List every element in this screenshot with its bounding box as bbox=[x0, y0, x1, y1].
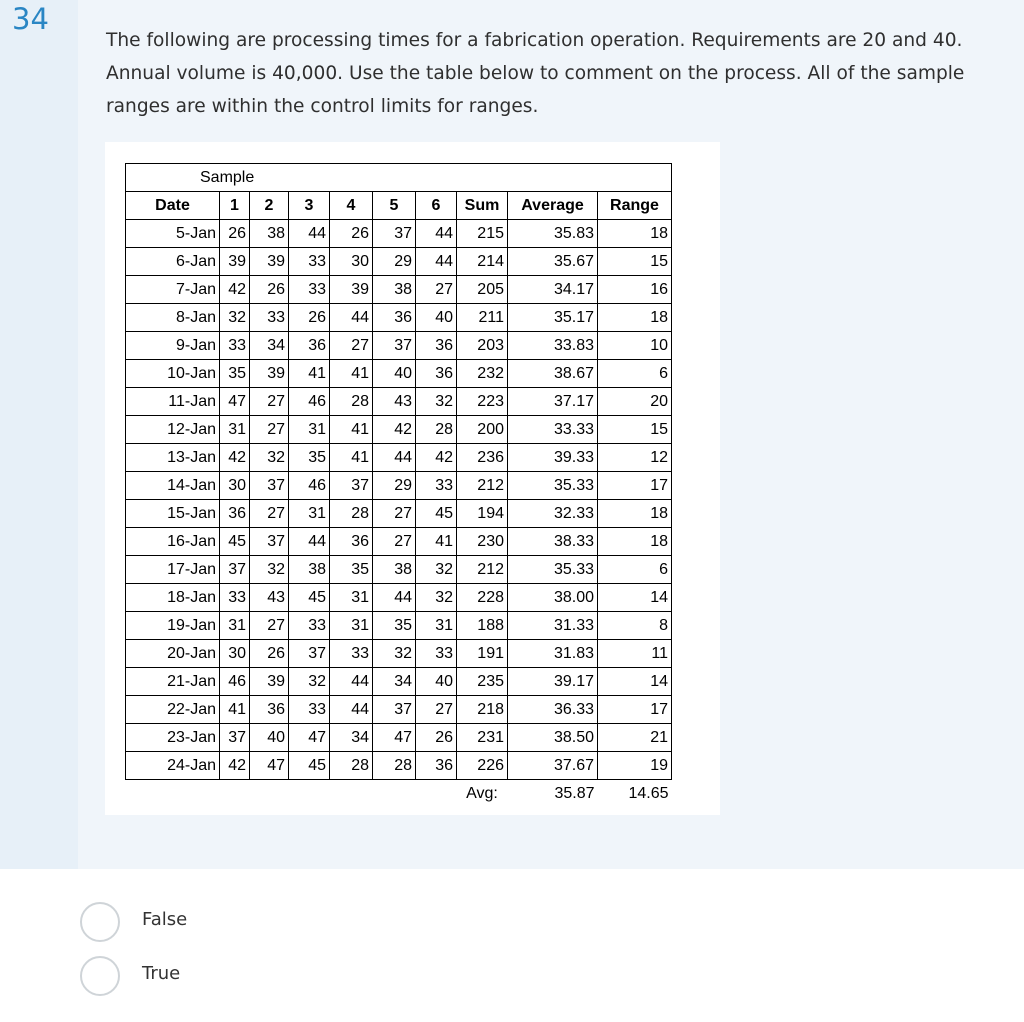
table-row bbox=[126, 724, 672, 752]
table-cell: 15 bbox=[598, 248, 672, 276]
table-cell: 29 bbox=[373, 248, 416, 276]
answer-options bbox=[80, 900, 380, 1008]
date-cell: 12-Jan bbox=[126, 416, 220, 444]
table-cell: 32 bbox=[250, 444, 289, 472]
table-cell: 223 bbox=[457, 388, 508, 416]
table-cell: 26 bbox=[250, 640, 289, 668]
table-cell: 39.17 bbox=[508, 668, 598, 696]
table-cell: 212 bbox=[457, 556, 508, 584]
table-cell: 17 bbox=[598, 696, 672, 724]
column-header: 2 bbox=[250, 192, 289, 220]
table-cell: 32 bbox=[373, 640, 416, 668]
table-cell: 30 bbox=[330, 248, 373, 276]
table-cell: 39 bbox=[250, 360, 289, 388]
table-row bbox=[126, 472, 672, 500]
table-cell: 34 bbox=[330, 724, 373, 752]
table-cell: 44 bbox=[416, 248, 457, 276]
table-cell: 37 bbox=[220, 724, 250, 752]
table-cell: 45 bbox=[289, 752, 330, 780]
table-cell: 194 bbox=[457, 500, 508, 528]
table-cell: 35 bbox=[220, 360, 250, 388]
table-cell: 31 bbox=[330, 584, 373, 612]
column-header: Average bbox=[508, 192, 598, 220]
table-cell: 31 bbox=[289, 500, 330, 528]
table-cell: 27 bbox=[250, 388, 289, 416]
date-cell: 6-Jan bbox=[126, 248, 220, 276]
option-true[interactable] bbox=[80, 954, 380, 1008]
table-row bbox=[126, 556, 672, 584]
table-cell: 36 bbox=[250, 696, 289, 724]
table-cell: 41 bbox=[220, 696, 250, 724]
table-row bbox=[126, 612, 672, 640]
option-false[interactable] bbox=[80, 900, 380, 954]
table-row bbox=[126, 500, 672, 528]
table-cell: 18 bbox=[598, 304, 672, 332]
table-cell: 44 bbox=[330, 696, 373, 724]
table-cell: 27 bbox=[330, 332, 373, 360]
table-cell: 38.00 bbox=[508, 584, 598, 612]
table-cell: 39 bbox=[250, 248, 289, 276]
average-row-spacer bbox=[126, 780, 457, 808]
table-cell: 37 bbox=[330, 472, 373, 500]
table-row bbox=[126, 640, 672, 668]
table-cell: 44 bbox=[289, 220, 330, 248]
date-cell: 20-Jan bbox=[126, 640, 220, 668]
table-cell: 40 bbox=[373, 360, 416, 388]
table-cell: 16 bbox=[598, 276, 672, 304]
date-cell: 9-Jan bbox=[126, 332, 220, 360]
table-cell: 35.83 bbox=[508, 220, 598, 248]
question-number: 34 bbox=[12, 2, 49, 36]
table-row bbox=[126, 668, 672, 696]
table-cell: 27 bbox=[373, 528, 416, 556]
table-cell: 18 bbox=[598, 220, 672, 248]
table-cell: 28 bbox=[416, 416, 457, 444]
table-cell: 6 bbox=[598, 360, 672, 388]
column-header: 4 bbox=[330, 192, 373, 220]
table-cell: 47 bbox=[220, 388, 250, 416]
table-cell: 11 bbox=[598, 640, 672, 668]
table-row bbox=[126, 444, 672, 472]
table-cell: 34.17 bbox=[508, 276, 598, 304]
column-header: Range bbox=[598, 192, 672, 220]
table-cell: 42 bbox=[220, 444, 250, 472]
table-cell: 26 bbox=[289, 304, 330, 332]
table-cell: 17 bbox=[598, 472, 672, 500]
table-cell: 26 bbox=[330, 220, 373, 248]
table-cell: 235 bbox=[457, 668, 508, 696]
table-cell: 27 bbox=[373, 500, 416, 528]
column-header: 6 bbox=[416, 192, 457, 220]
table-cell: 43 bbox=[250, 584, 289, 612]
table-row bbox=[126, 528, 672, 556]
avg-average: 35.87 bbox=[554, 785, 595, 802]
table-cell: 12 bbox=[598, 444, 672, 472]
table-cell: 38.33 bbox=[508, 528, 598, 556]
table-cell: 39 bbox=[330, 276, 373, 304]
table-cell: 28 bbox=[330, 752, 373, 780]
date-cell: 13-Jan bbox=[126, 444, 220, 472]
column-header-row bbox=[126, 192, 672, 220]
table-cell: 42 bbox=[373, 416, 416, 444]
date-cell: 22-Jan bbox=[126, 696, 220, 724]
table-cell: 31 bbox=[220, 416, 250, 444]
table-cell: 33 bbox=[289, 612, 330, 640]
table-cell: 226 bbox=[457, 752, 508, 780]
date-cell: 17-Jan bbox=[126, 556, 220, 584]
table-cell: 42 bbox=[220, 752, 250, 780]
table-cell: 26 bbox=[250, 276, 289, 304]
table-cell: 45 bbox=[416, 500, 457, 528]
table-cell: 38.67 bbox=[508, 360, 598, 388]
table-cell: 188 bbox=[457, 612, 508, 640]
table-image bbox=[105, 142, 720, 815]
table-cell: 200 bbox=[457, 416, 508, 444]
table-cell: 35.17 bbox=[508, 304, 598, 332]
table-cell: 44 bbox=[373, 444, 416, 472]
table-cell: 34 bbox=[250, 332, 289, 360]
table-cell: 203 bbox=[457, 332, 508, 360]
table-cell: 35.33 bbox=[508, 556, 598, 584]
radio-button-true[interactable] bbox=[80, 956, 120, 996]
table-cell: 218 bbox=[457, 696, 508, 724]
table-cell: 191 bbox=[457, 640, 508, 668]
table-cell: 46 bbox=[289, 472, 330, 500]
table-cell: 28 bbox=[330, 388, 373, 416]
table-cell: 45 bbox=[289, 584, 330, 612]
table-cell: 21 bbox=[598, 724, 672, 752]
average-row bbox=[126, 780, 672, 808]
table-cell: 34 bbox=[373, 668, 416, 696]
table-cell: 44 bbox=[416, 220, 457, 248]
date-cell: 23-Jan bbox=[126, 724, 220, 752]
table-cell: 32 bbox=[250, 556, 289, 584]
table-cell: 36 bbox=[416, 752, 457, 780]
table-cell: 43 bbox=[373, 388, 416, 416]
table-row bbox=[126, 248, 672, 276]
table-cell: 36 bbox=[373, 304, 416, 332]
table-cell: 215 bbox=[457, 220, 508, 248]
table-row bbox=[126, 360, 672, 388]
sample-label: Sample bbox=[126, 164, 330, 192]
table-cell: 31 bbox=[330, 612, 373, 640]
column-header: Sum bbox=[457, 192, 508, 220]
table-cell: 41 bbox=[289, 360, 330, 388]
table-cell: 31.33 bbox=[508, 612, 598, 640]
table-row bbox=[126, 584, 672, 612]
table-cell: 18 bbox=[598, 500, 672, 528]
table-cell: 39 bbox=[220, 248, 250, 276]
table-cell: 38.50 bbox=[508, 724, 598, 752]
table-cell: 37 bbox=[250, 472, 289, 500]
table-cell: 32.33 bbox=[508, 500, 598, 528]
table-cell: 27 bbox=[250, 416, 289, 444]
table-cell: 33 bbox=[289, 248, 330, 276]
table-cell: 31 bbox=[416, 612, 457, 640]
table-cell: 28 bbox=[373, 752, 416, 780]
question-text: The following are processing times for a fabrication operation. Requirements are 20 and 40. Annual volume is 40,000. Use the table below to comment on the process. All of the sample ranges are within the control limits for ranges. bbox=[106, 30, 965, 117]
date-cell: 14-Jan bbox=[126, 472, 220, 500]
table-cell: 28 bbox=[330, 500, 373, 528]
table-cell: 31 bbox=[220, 612, 250, 640]
table-cell: 33 bbox=[220, 584, 250, 612]
table-cell: 44 bbox=[373, 584, 416, 612]
table-row bbox=[126, 220, 672, 248]
table-cell: 35 bbox=[373, 612, 416, 640]
table-cell: 19 bbox=[598, 752, 672, 780]
table-row bbox=[126, 332, 672, 360]
date-cell: 15-Jan bbox=[126, 500, 220, 528]
table-cell: 236 bbox=[457, 444, 508, 472]
table-cell: 10 bbox=[598, 332, 672, 360]
table-cell: 41 bbox=[330, 360, 373, 388]
table-cell: 36 bbox=[416, 360, 457, 388]
table-cell: 231 bbox=[457, 724, 508, 752]
table-cell: 37 bbox=[220, 556, 250, 584]
table-cell: 36 bbox=[330, 528, 373, 556]
table-cell: 37 bbox=[373, 696, 416, 724]
table-cell: 33 bbox=[416, 640, 457, 668]
table-cell: 27 bbox=[416, 696, 457, 724]
table-cell: 36 bbox=[416, 332, 457, 360]
table-cell: 36 bbox=[220, 500, 250, 528]
table-cell: 205 bbox=[457, 276, 508, 304]
date-cell: 21-Jan bbox=[126, 668, 220, 696]
table-cell: 6 bbox=[598, 556, 672, 584]
table-cell: 40 bbox=[416, 304, 457, 332]
date-cell: 7-Jan bbox=[126, 276, 220, 304]
table-row bbox=[126, 752, 672, 780]
table-cell: 41 bbox=[330, 444, 373, 472]
table-cell: 31 bbox=[289, 416, 330, 444]
table-cell: 32 bbox=[416, 388, 457, 416]
question-number-column bbox=[0, 0, 78, 869]
table-cell: 37.67 bbox=[508, 752, 598, 780]
table-cell: 35.67 bbox=[508, 248, 598, 276]
radio-button-false[interactable] bbox=[80, 902, 120, 942]
table-cell: 32 bbox=[289, 668, 330, 696]
table-cell: 27 bbox=[250, 500, 289, 528]
table-cell: 44 bbox=[289, 528, 330, 556]
table-cell: 38 bbox=[250, 220, 289, 248]
table-cell: 36 bbox=[289, 332, 330, 360]
table-cell: 27 bbox=[250, 612, 289, 640]
table-cell: 35 bbox=[330, 556, 373, 584]
table-cell: 232 bbox=[457, 360, 508, 388]
table-cell: 30 bbox=[220, 640, 250, 668]
date-cell: 8-Jan bbox=[126, 304, 220, 332]
avg-label: Avg: bbox=[466, 785, 498, 802]
table-cell: 44 bbox=[330, 304, 373, 332]
option-label-true: True bbox=[142, 963, 181, 984]
table-cell: 212 bbox=[457, 472, 508, 500]
table-cell: 37.17 bbox=[508, 388, 598, 416]
table-cell: 37 bbox=[289, 640, 330, 668]
table-cell: 40 bbox=[250, 724, 289, 752]
table-cell: 40 bbox=[416, 668, 457, 696]
table-cell: 14 bbox=[598, 584, 672, 612]
sample-header-spacer bbox=[330, 164, 672, 192]
table-cell: 32 bbox=[416, 584, 457, 612]
column-header: 3 bbox=[289, 192, 330, 220]
table-cell: 18 bbox=[598, 528, 672, 556]
table-row bbox=[126, 696, 672, 724]
table-cell: 26 bbox=[220, 220, 250, 248]
date-cell: 10-Jan bbox=[126, 360, 220, 388]
table-row bbox=[126, 304, 672, 332]
table-cell: 33 bbox=[330, 640, 373, 668]
column-header: 5 bbox=[373, 192, 416, 220]
table-cell: 27 bbox=[416, 276, 457, 304]
table-cell: 32 bbox=[220, 304, 250, 332]
date-cell: 24-Jan bbox=[126, 752, 220, 780]
table-cell: 26 bbox=[416, 724, 457, 752]
table-cell: 38 bbox=[289, 556, 330, 584]
table-cell: 46 bbox=[289, 388, 330, 416]
table-cell: 39.33 bbox=[508, 444, 598, 472]
table-cell: 14 bbox=[598, 668, 672, 696]
column-header: 1 bbox=[220, 192, 250, 220]
table-cell: 33 bbox=[250, 304, 289, 332]
table-cell: 37 bbox=[373, 332, 416, 360]
date-cell: 18-Jan bbox=[126, 584, 220, 612]
table-row bbox=[126, 416, 672, 444]
date-cell: 19-Jan bbox=[126, 612, 220, 640]
table-cell: 33.83 bbox=[508, 332, 598, 360]
table-cell: 39 bbox=[250, 668, 289, 696]
table-cell: 37 bbox=[373, 220, 416, 248]
table-cell: 211 bbox=[457, 304, 508, 332]
column-header: Date bbox=[126, 192, 220, 220]
table-cell: 47 bbox=[373, 724, 416, 752]
table-cell: 38 bbox=[373, 276, 416, 304]
table-cell: 33 bbox=[289, 276, 330, 304]
table-cell: 31.83 bbox=[508, 640, 598, 668]
table-cell: 29 bbox=[373, 472, 416, 500]
processing-times-table bbox=[125, 163, 672, 807]
table-cell: 42 bbox=[220, 276, 250, 304]
avg-range: 14.65 bbox=[628, 785, 669, 802]
table-cell: 42 bbox=[416, 444, 457, 472]
table-cell: 33 bbox=[289, 696, 330, 724]
table-cell: 33.33 bbox=[508, 416, 598, 444]
table-cell: 47 bbox=[250, 752, 289, 780]
table-cell: 228 bbox=[457, 584, 508, 612]
table-cell: 36.33 bbox=[508, 696, 598, 724]
table-cell: 41 bbox=[330, 416, 373, 444]
table-cell: 35.33 bbox=[508, 472, 598, 500]
option-label-false: False bbox=[142, 909, 188, 930]
table-cell: 46 bbox=[220, 668, 250, 696]
table-cell: 15 bbox=[598, 416, 672, 444]
table-cell: 214 bbox=[457, 248, 508, 276]
table-cell: 37 bbox=[250, 528, 289, 556]
table-cell: 33 bbox=[220, 332, 250, 360]
date-cell: 16-Jan bbox=[126, 528, 220, 556]
table-cell: 44 bbox=[330, 668, 373, 696]
table-cell: 30 bbox=[220, 472, 250, 500]
table-cell: 35 bbox=[289, 444, 330, 472]
table-cell: 20 bbox=[598, 388, 672, 416]
table-row bbox=[126, 276, 672, 304]
table-cell: 32 bbox=[416, 556, 457, 584]
table-cell: 41 bbox=[416, 528, 457, 556]
table-cell: 8 bbox=[598, 612, 672, 640]
table-cell: 45 bbox=[220, 528, 250, 556]
table-row bbox=[126, 388, 672, 416]
date-cell: 5-Jan bbox=[126, 220, 220, 248]
sample-header-row bbox=[126, 164, 672, 192]
table-cell: 33 bbox=[416, 472, 457, 500]
date-cell: 11-Jan bbox=[126, 388, 220, 416]
table-cell: 47 bbox=[289, 724, 330, 752]
table-cell: 38 bbox=[373, 556, 416, 584]
table-cell: 230 bbox=[457, 528, 508, 556]
